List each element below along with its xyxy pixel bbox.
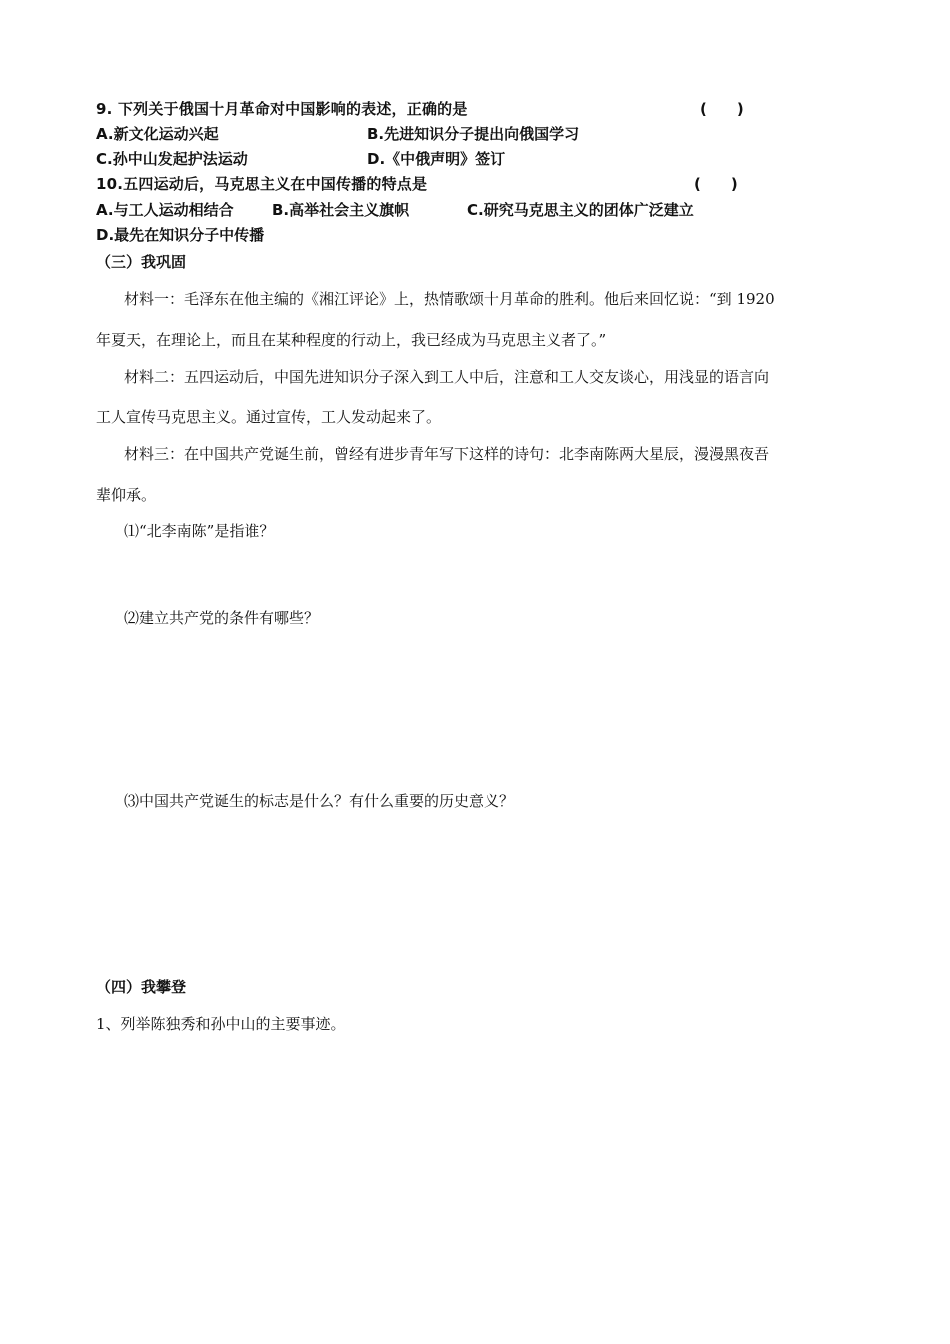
material1-line2: 年夏天，在理论上，而且在某种程度的行动上，我已经成为马克思主义者了。” [96,331,607,349]
q9-stem: 9. 下列关于俄国十月革命对中国影响的表述，正确的是 [96,100,468,118]
sub-question-3: ⑶中国共产党诞生的标志是什么？有什么重要的历史意义？ [124,792,515,810]
q10-option-b: B.高举社会主义旗帜 [272,201,410,219]
q10-option-c: C.研究马克思主义的团体广泛建立 [467,201,694,219]
q10-option-a: A.与工人运动相结合 [96,201,234,219]
sub-question-2: ⑵建立共产党的条件有哪些？ [124,609,320,627]
q9-option-d: D.《中俄声明》签订 [367,150,506,168]
material3-line1: 材料三：在中国共产党诞生前，曾经有进步青年写下这样的诗句：北李南陈两大星辰，漫漫黑夜吾 [124,445,770,463]
q10-answer-paren: ( ) [694,175,738,193]
q9-answer-paren: ( ) [700,100,744,118]
q10-option-d: D.最先在知识分子中传播 [96,226,265,244]
section4-item-1: 1、列举陈独秀和孙中山的主要事迹。 [96,1015,346,1033]
material1-line1: 材料一：毛泽东在他主编的《湘江评论》上，热情歌颂十月革命的胜利。他后来回忆说：“到 1920 [124,290,775,308]
q9-option-c: C.孙中山发起护法运动 [96,150,248,168]
q9-option-b: B.先进知识分子提出向俄国学习 [367,125,580,143]
material3-line2: 辈仰承。 [96,486,157,504]
q10-stem: 10.五四运动后，马克思主义在中国传播的特点是 [96,175,428,193]
section4-title: （四）我攀登 [96,978,187,996]
section3-title: （三）我巩固 [96,253,187,271]
material2-line1: 材料二：五四运动后，中国先进知识分子深入到工人中后，注意和工人交友谈心，用浅显的语言向 [124,368,770,386]
material2-line2: 工人宣传马克思主义。通过宣传，工人发动起来了。 [96,408,442,426]
q9-option-a: A.新文化运动兴起 [96,125,219,143]
sub-question-1: ⑴“北李南陈”是指谁？ [124,522,275,540]
